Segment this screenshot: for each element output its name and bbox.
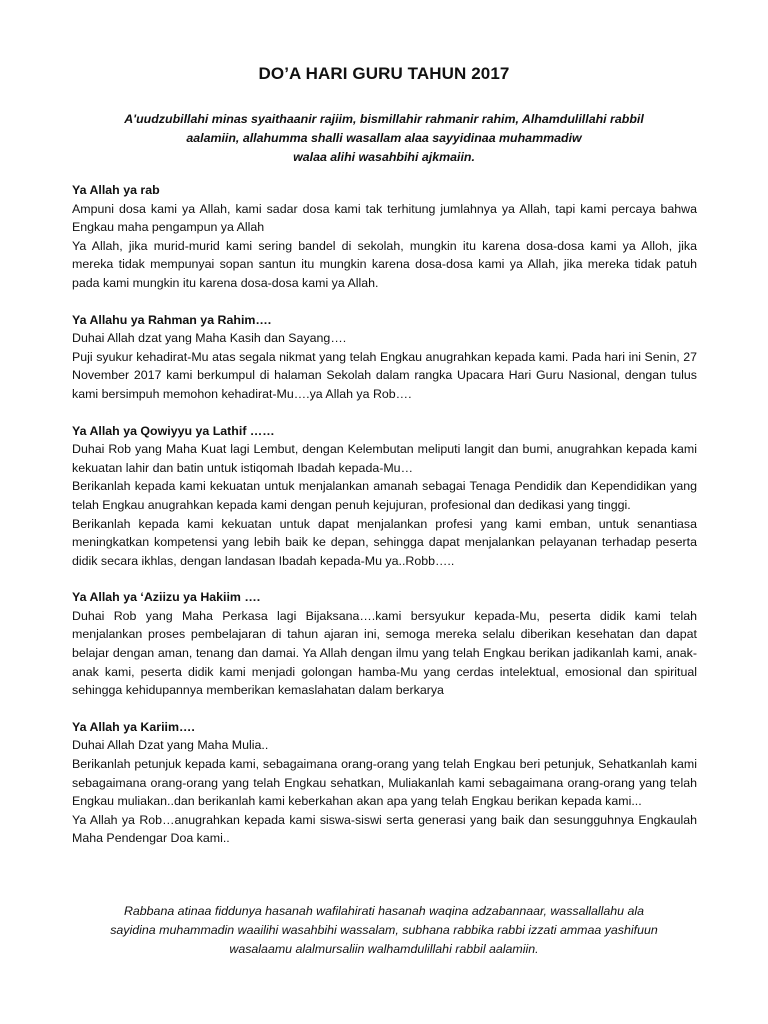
closing-prayer: [72, 902, 696, 959]
section-heading: Ya Allahu ya Rahman ya Rahim….: [72, 312, 272, 327]
section-paragraph: Ya Allah, jika murid-murid kami sering bandel di sekolah, mungkin itu karena dosa-dosa kami ya Alloh, jika mereka tidak mempunyai sopan santun itu mungkin karena dosa-dosa kami ya Allah, jika mereka tidak patuh pada kami mungkin itu karena dosa-dosa kami ya Allah.: [72, 238, 697, 290]
section-paragraph: Ampuni dosa kami ya Allah, kami sadar dosa kami tak terhitung jumlahnya ya Allah, tapi kami percaya bahwa Engkau maha pengampun ya Allah: [72, 201, 697, 235]
section-paragraph: Ya Allah ya Rob…anugrahkan kepada kami siswa-siswi serta generasi yang baik dan sesungguhnya Engkaulah Maha Pendengar Doa kami..: [72, 812, 697, 846]
intro-opening-prayer: [72, 110, 696, 167]
section-ya-allahu-ya-rahman: [72, 311, 697, 404]
closing-line: sayidina muhammadin waailihi wasahbihi wassalam, subhana rabbika rabbi izzati ammaa yashifuun: [110, 923, 658, 937]
section-paragraph: Puji syukur kehadirat-Mu atas segala nikmat yang telah Engkau anugrahkan kepada kami. Pada hari ini Senin, 27 November 2017 kami berkumpul di halaman Sekolah dalam rangka Upacara Hari Guru Nasional, dengan tulus kami bersimpuh memohon kehadirat-Mu….ya Allah ya Rob….: [72, 349, 697, 401]
section-heading: Ya Allah ya Qowiyyu ya Lathif ……: [72, 423, 275, 438]
section-heading: Ya Allah ya rab: [72, 183, 160, 197]
section-heading: Ya Allah ya Kariim….: [72, 719, 195, 734]
section-paragraph: Duhai Allah Dzat yang Maha Mulia..: [72, 738, 269, 753]
section-paragraph: Berikanlah kepada kami kekuatan untuk dapat menjalankan profesi yang kami emban, untuk senantiasa meningkatkan kompetensi yang lebih baik ke depan, sehingga dapat menjalankan pelayanan terhadap peserta didik secara ikhlas, dengan landasan Ibadah kepada-Mu ya..Robb…..: [72, 516, 697, 568]
section-ya-allah-ya-qowiyyu: [72, 422, 697, 571]
section-ya-allah-ya-aziizu: [72, 588, 697, 700]
document-body: [72, 181, 697, 866]
intro-line: aalamiin, allahumma shalli wasallam alaa sayyidinaa muhammadiw: [186, 131, 582, 145]
section-ya-allah-ya-rab: [72, 181, 697, 293]
section-paragraph: Duhai Allah dzat yang Maha Kasih dan Sayang….: [72, 331, 347, 346]
document-title: DO’A HARI GURU TAHUN 2017: [258, 64, 510, 83]
closing-line: Rabbana atinaa fiddunya hasanah wafilahirati hasanah waqina adzabannaar, wassallallahu ala: [123, 904, 645, 918]
section-paragraph: Duhai Rob yang Maha Kuat lagi Lembut, dengan Kelembutan meliputi langit dan bumi, anugrahkan kepada kami kekuatan lahir dan batin untuk istiqomah Ibadah kepada-Mu…: [72, 442, 697, 475]
section-paragraph: Duhai Rob yang Maha Perkasa lagi Bijaksana….kami bersyukur kepada-Mu, peserta didik kami telah menjalankan proses pembelajaran di tahun ajaran ini, semoga mereka selalu diberikan kesehatan dan dapat belajar dengan aman, tenang dan damai. Ya Allah dengan ilmu yang telah Engkau berikan jadikanlah kami, anak-anak kami, peserta didik kami menjadi golongan hamba-Mu yang cerdas intelektual, emosional dan spiritual sehingga kehidupannya memberikan kemaslahatan dalam berkarya: [72, 608, 697, 698]
section-ya-allah-ya-kariim: [72, 718, 697, 848]
intro-line: walaa alihi wasahbihi ajkmaiin.: [293, 150, 475, 164]
section-heading: Ya Allah ya ‘Aziizu ya Hakiim ….: [72, 590, 261, 605]
intro-line: A'uudzubillahi minas syaithaanir rajiim, bismillahir rahmanir rahim, Alhamdulillahi rabbil: [124, 112, 644, 126]
closing-line: wasalaamu alalmursaliin walhamdulillahi rabbil aalamiin.: [229, 942, 539, 956]
section-paragraph: Berikanlah kepada kami kekuatan untuk menjalankan amanah sebagai Tenaga Pendidik dan Kependidikan yang telah Engkau anugrahkan kepada kami dengan penuh kejujuran, profesional dan dedikasi yang tinggi.: [72, 479, 697, 512]
section-paragraph: Berikanlah petunjuk kepada kami, sebagaimana orang-orang yang telah Engkau beri petunjuk, Sehatkanlah kami sebagaimana orang-orang yang telah Engkau sehatkan, Muliakanlah kami sebagaimana orang-orang yang telah Engkau muliakan..dan berikanlah kami keberkahan akan apa yang telah Engkau berikan kepada kami...: [72, 757, 697, 809]
